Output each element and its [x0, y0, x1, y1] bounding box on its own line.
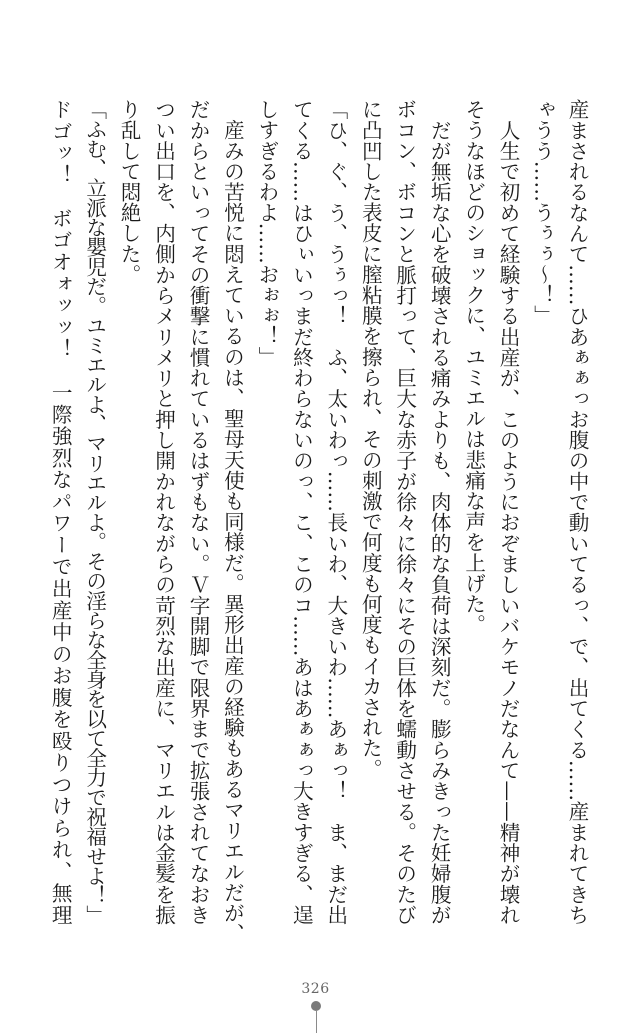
text-line: ゃうう……うぅぅ～！」 [530, 99, 555, 326]
text-line: だが無垢な心を破壊される痛みよりも、肉体的な負荷は深刻だ。膨らみきった妊婦腹が [427, 99, 452, 925]
text-line: そうなほどのショックに、ユミエルは悲痛な声を上げた。 [461, 99, 486, 635]
body-text [43, 99, 594, 944]
text-line: つい出口を、内側からメリメリと押し開かれながらの苛烈な出産に、マリエルは金髪を振 [151, 99, 176, 925]
text-line: 「ふむ、立派な嬰児だ。ユミエルよ、マリエルよ。その淫らな全身を以て全力で祝福せよ！」 [82, 99, 107, 925]
text-line: に凸凹した表皮に膣粘膜を擦られ、その刺激で何度も何度もイカされた。 [358, 99, 383, 779]
text-line: しすぎるわよ……おぉぉ！」 [254, 99, 279, 367]
page-marker-line [316, 1010, 317, 1033]
text-line: だからといってその衝撃に慣れているはずもない。Ｖ字開脚で限界まで拡張されてなおき [186, 99, 211, 925]
text-line: ドゴッ！ ボゴオォッッ！ 一際強烈なパワーで出産中のお腹を殴りつけられ、無理 [48, 99, 73, 925]
text-line: ボコン、ボコンと脈打って、巨大な赤子が徐々に徐々にその巨体を蠕動させる。そのたび [392, 99, 417, 925]
page-number: 326 [301, 981, 330, 997]
text-line: 産みの苦悦に悶えているのは、聖母天使も同様だ。異形出産の経験もあるマリエルだが、 [220, 99, 245, 944]
text-line: 「ひ、ぐ、う、うぅっ！ ふ、太いわっ……長いわ、大きいわ……あぁっ！ ま、まだ出 [323, 99, 348, 925]
text-line: 産まされるなんて……ひあぁぁっお腹の中で動いてるっ、で、出てくる……産まれてきち [565, 99, 589, 925]
text-line: てくる……はひぃいっまだ終わらないのっ、こ、このコ……あはあぁぁっ大きすぎる、逞 [289, 99, 314, 925]
text-line: 人生で初めて経験する出産が、このようにおぞましいバケモノだなんて——精神が壊れ [496, 99, 521, 925]
text-line: り乱して悶絶した。 [117, 99, 142, 285]
